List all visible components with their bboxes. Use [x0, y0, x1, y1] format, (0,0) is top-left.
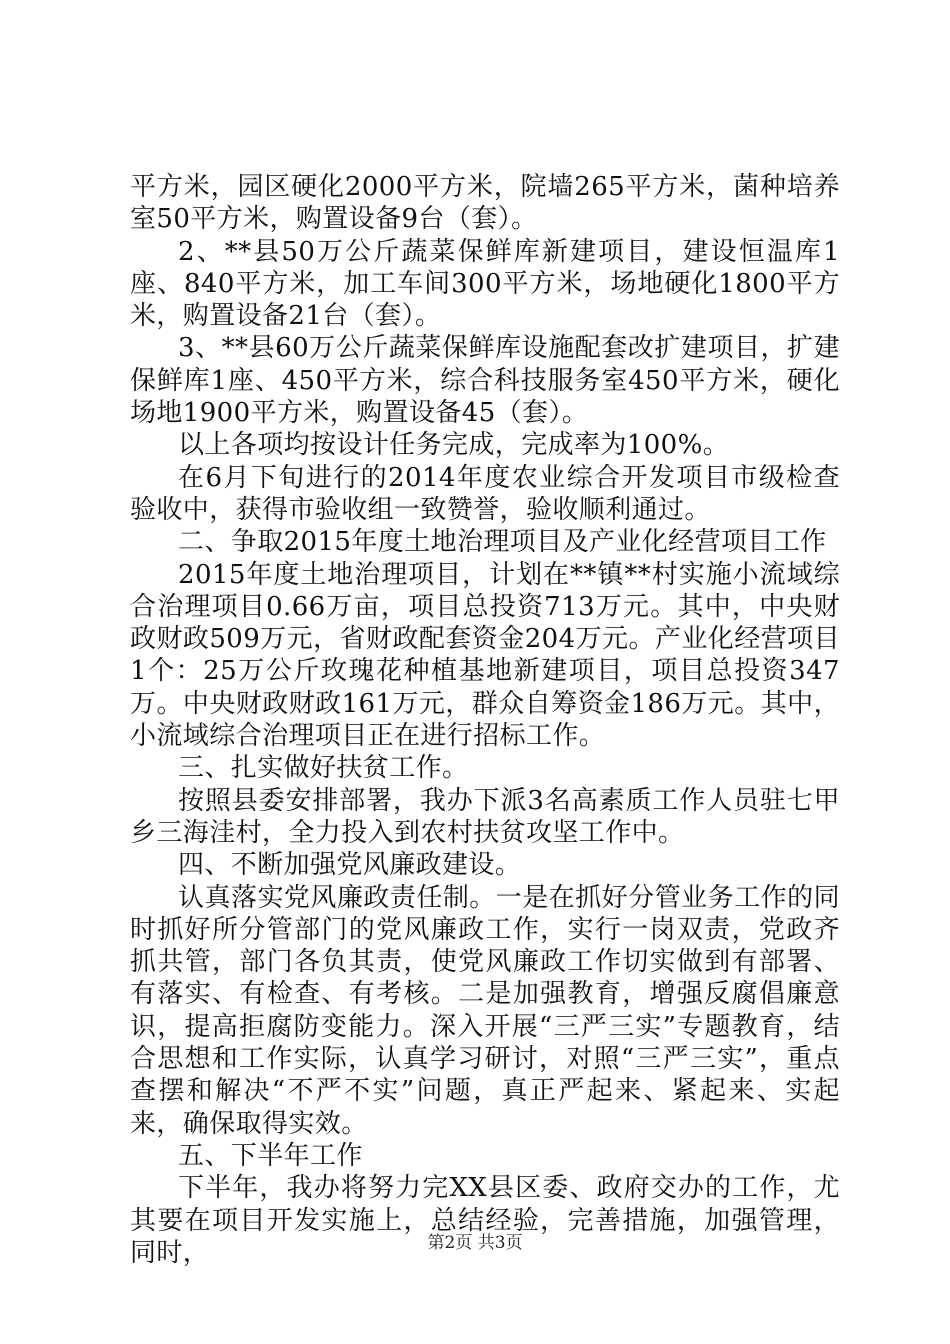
paragraph-1: 2、**县50万公斤蔬菜保鲜库新建项目，建设恒温库1座、840平方米，加工车间300平方米，场地硬化1800平方米，购置设备21台（套）。	[130, 236, 840, 332]
paragraph-3: 以上各项均按设计任务完成，完成率为100%。	[178, 430, 730, 461]
section-heading-4: 四、不断加强党风廉政建设。	[178, 850, 522, 881]
paragraph-6: 2015年度土地治理项目，计划在**镇**村实施小流域综合治理项目0.66万亩，项目总投资713万元。其中，中央财政财政509万元，省财政配套资金204万元。产业化经营项目1个：25万公斤玫瑰花种植基地新建项目，项目总投资347万。中央财政财政161万元，群众自筹资金186万元。其中，小流域综合治理项目正在进行招标工作。	[130, 559, 840, 752]
section-heading-2: 二、争取2015年度土地治理项目及产业化经营项目工作	[178, 527, 827, 558]
paragraph-0: 平方米，园区硬化2000平方米，院墙265平方米，菌种培养室50平方米，购置设备9台（套）。	[130, 172, 840, 235]
paragraph-2: 3、**县60万公斤蔬菜保鲜库设施配套改扩建项目，扩建保鲜库1座、450平方米，综合科技服务室450平方米，硬化场地1900平方米，购置设备45（套）。	[130, 333, 840, 429]
paragraph-8: 按照县委安排部署，我办下派3名高素质工作人员驻七甲乡三海洼村，全力投入到农村扶贫攻坚工作中。	[130, 785, 840, 848]
paragraph-10: 认真落实党风廉政责任制。一是在抓好分管业务工作的同时抓好所分管部门的党风廉政工作，实行一岗双责，党政齐抓共管，部门各负其责，使党风廉政工作切实做到有部署、有落实、有检查、有考核。二是加强教育，增强反腐倡廉意识，提高拒腐防变能力。深入开展“三严三实”专题教育，结合思想和工作实际，认真学习研讨，对照“三严三实”，重点查摆和解决“不严不实”问题，真正严起来、紧起来、实起来，确保取得实效。	[130, 882, 840, 1139]
document-body	[130, 171, 840, 1269]
paragraph-12: 下半年，我办将努力完XX县区委、政府交办的工作，尤其要在项目开发实施上，总结经验，完善措施，加强管理，同时，	[130, 1173, 840, 1268]
paragraph-4: 在6月下旬进行的2014年度农业综合开发项目市级检查验收中，获得市验收组一致赞誉，验收顺利通过。	[130, 462, 840, 525]
page-number-footer: 第2页 共3页	[427, 1233, 523, 1253]
section-heading-3: 三、扎实做好扶贫工作。	[178, 753, 469, 784]
section-heading-5: 五、下半年工作	[178, 1140, 363, 1171]
